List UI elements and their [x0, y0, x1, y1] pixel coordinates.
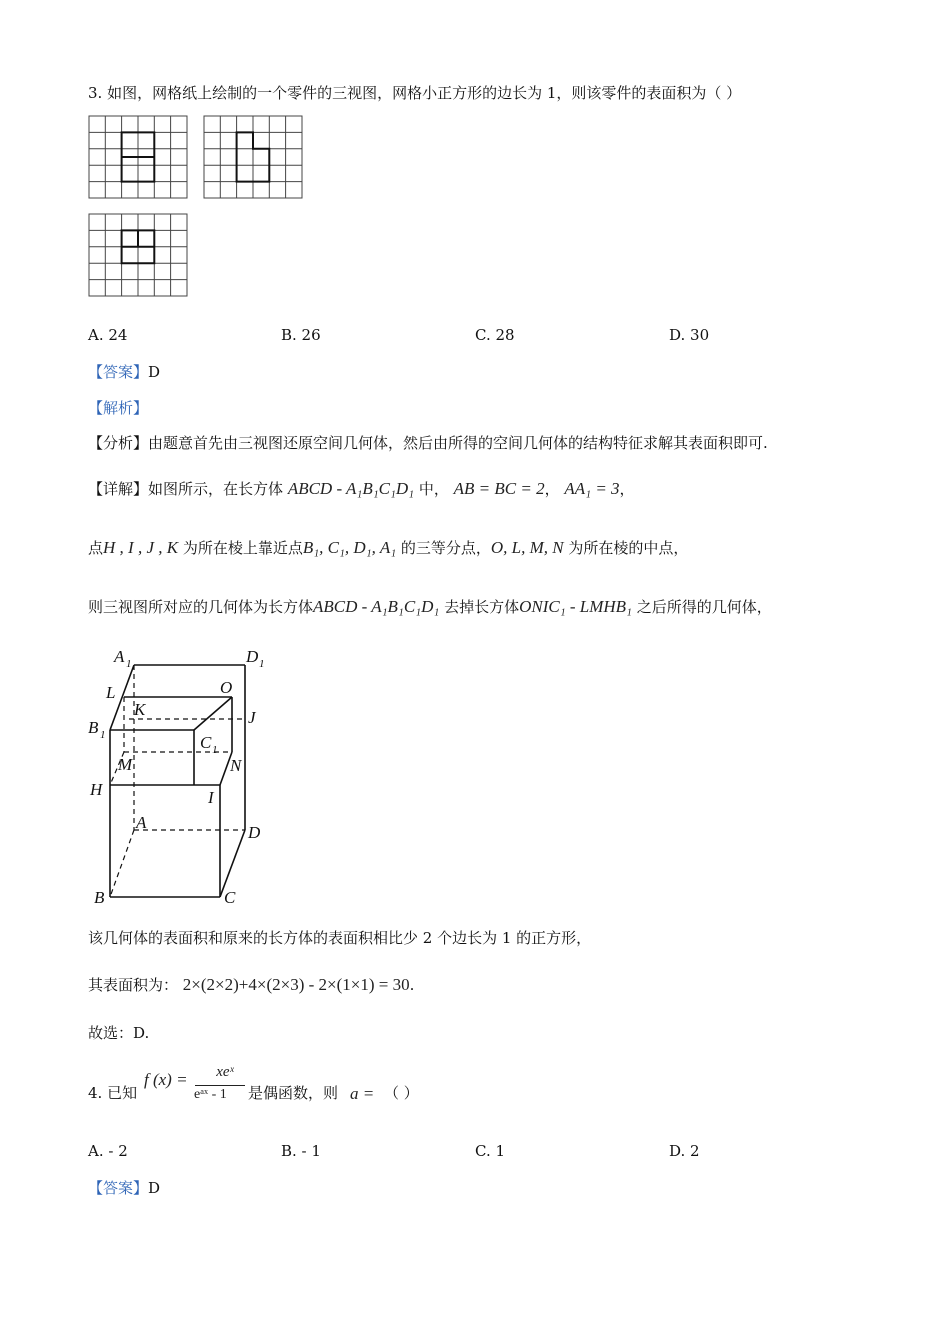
answer-value: D	[148, 1179, 161, 1197]
detail-text: 如图所示，在长方体	[148, 480, 284, 498]
detail-text: 为所在棱上靠近点	[182, 539, 303, 557]
answer-tag: 【答案】	[88, 363, 149, 381]
label-d1: D	[246, 647, 259, 666]
math-olmn: O, L, M, N	[490, 538, 564, 557]
fraction-bar	[195, 1085, 245, 1086]
fenxi-text: 由题意首先由三视图还原空间几何体，然后由所得的空间几何体的结构特征求解其表面积即可.	[148, 434, 768, 452]
math-cuboid: ABCD - A₁B₁C₁D₁	[287, 479, 415, 498]
q4-answer-line	[88, 1177, 160, 1198]
detail-text: 中，	[418, 480, 449, 498]
label-i: I	[208, 788, 214, 807]
q4-option-a: A. - 2	[88, 1142, 128, 1160]
q4-stem-text: 是偶函数，则	[248, 1084, 339, 1102]
label-c1: C	[200, 733, 212, 752]
detail-text: 的三等分点，	[400, 539, 491, 557]
label-o: O	[220, 678, 233, 697]
detail-text: 则三视图所对应的几何体为长方体	[88, 598, 314, 616]
analysis-tag: 【解析】	[88, 399, 149, 417]
detail-line-6: 故选：D.	[88, 1024, 150, 1042]
label-sub: 1	[259, 658, 265, 670]
q4-stem-text: （ ）	[384, 1084, 419, 1102]
fenxi-line	[88, 432, 768, 453]
detail-text: 去掉长方体	[444, 598, 520, 616]
q3-option-a: A. 24	[88, 326, 128, 344]
answer-tag: 【答案】	[88, 1179, 149, 1197]
label-sub: 1	[212, 744, 218, 756]
detail-line-5	[88, 974, 414, 995]
detail-line-2	[88, 537, 688, 558]
detail-text: ，	[619, 480, 635, 498]
math-surface-area: 2×(2×2)+4×(2×3) - 2×(1×1) = 30	[182, 975, 410, 994]
label-c: C	[224, 888, 236, 907]
label-n: N	[230, 756, 242, 775]
label-b: B	[94, 888, 105, 907]
q3-option-c: C. 28	[475, 326, 515, 344]
q4-denominator: eᵃˣ - 1	[194, 1087, 227, 1102]
top-view	[89, 214, 187, 296]
detail-tag: 【详解】	[88, 480, 149, 498]
three-view-diagram	[86, 113, 306, 299]
answer-value: D	[148, 363, 161, 381]
math-aa1: AA₁ = 3	[564, 479, 620, 498]
math-cuboid-2: ABCD - A₁B₁C₁D₁	[313, 597, 440, 616]
label-a1: A	[114, 647, 125, 666]
label-b1: B	[88, 718, 99, 737]
q3-option-b: B. 26	[281, 326, 321, 344]
detail-text: ，	[544, 480, 560, 498]
detail-line-3	[88, 596, 772, 617]
q4-fx: f (x) =	[144, 1070, 188, 1089]
q3-answer-line	[88, 361, 160, 382]
q3-stem: 3. 如图，网格纸上绘制的一个零件的三视图，网格小正方形的边长为 1，则该零件的表面积为（ ）	[88, 84, 742, 102]
fenxi-tag: 【分析】	[88, 434, 149, 452]
label-d: D	[248, 823, 261, 842]
q4-a-eq: a =	[350, 1084, 375, 1103]
label-a: A	[136, 813, 147, 832]
label-sub: 1	[100, 729, 106, 741]
side-view	[204, 116, 302, 198]
math-hijk: H , I , J , K	[103, 538, 179, 557]
label-l: L	[106, 683, 116, 702]
detail-text: 其表面积为：	[88, 976, 179, 994]
detail-text: 为所在棱的中点，	[568, 539, 689, 557]
q4-stem-text: 4. 已知	[88, 1084, 138, 1102]
math-ab-bc: AB = BC = 2	[453, 479, 545, 498]
label-k: K	[134, 700, 146, 719]
math-points: B₁, C₁, D₁, A₁	[302, 538, 397, 557]
label-h: H	[90, 780, 103, 799]
math-sub-cuboid: ONIC₁ - LMHB₁	[519, 597, 632, 616]
q4-option-b: B. - 1	[281, 1142, 321, 1160]
q3-option-d: D. 30	[669, 326, 710, 344]
detail-line-4: 该几何体的表面积和原来的长方体的表面积相比少 2 个边长为 1 的正方形，	[88, 929, 592, 947]
cuboid-figure	[84, 645, 284, 910]
detail-text: 点	[88, 539, 104, 557]
detail-line-1	[88, 478, 635, 499]
label-j: J	[248, 708, 256, 727]
detail-text: .	[409, 976, 415, 994]
q4-option-d: D. 2	[669, 1142, 700, 1160]
q4-option-c: C. 1	[475, 1142, 506, 1160]
label-m: M	[118, 755, 133, 774]
detail-text: 之后所得的几何体，	[636, 598, 772, 616]
label-sub: 1	[126, 658, 132, 670]
q4-numerator: xeˣ	[216, 1064, 234, 1080]
